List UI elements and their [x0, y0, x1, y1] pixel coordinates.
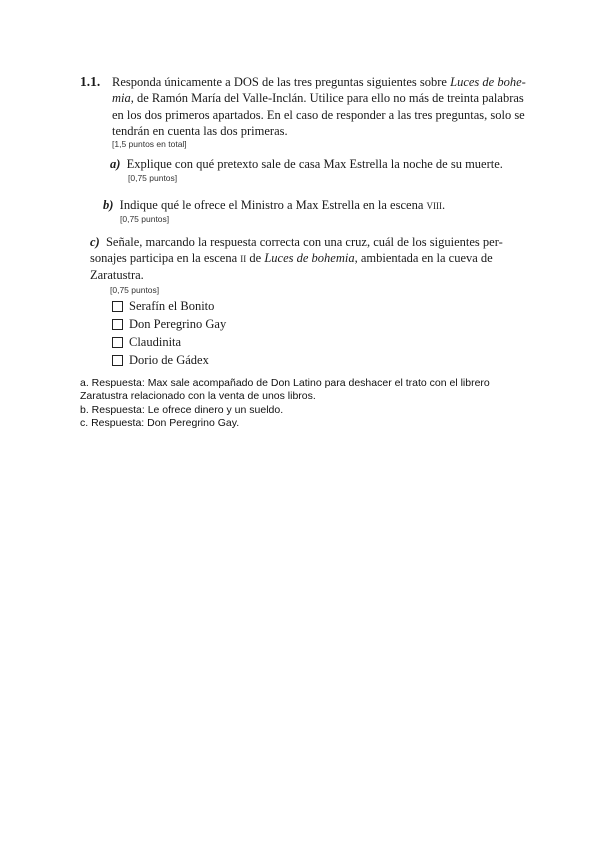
part-a: [110, 156, 530, 172]
intro-work-title: Luces de bohe-: [450, 75, 526, 89]
part-b-end: .: [442, 198, 446, 212]
part-a-label: a): [110, 157, 121, 171]
part-c-work: Luces de bohemia: [264, 251, 355, 266]
part-c-text-3: , ambientada en la cueva de Zaratustra.: [90, 251, 493, 282]
part-c-text-2: de: [246, 251, 265, 266]
checkbox[interactable]: [112, 319, 123, 330]
checkbox[interactable]: [112, 301, 123, 312]
question-number: 1.1.: [80, 74, 101, 89]
part-c-scene: ii: [240, 251, 247, 266]
intro-text-cont: , de Ramón María del Valle-Inclán. Utilice para ello no más de treinta palabras en los dos primeros apartados. En el caso de responder a las tres preguntas, solo se tendrán en cuenta las dos primeras.: [112, 91, 525, 138]
answers-block: [80, 377, 530, 430]
answer-a-line1: a. Respuesta: Max sale acompañado de Don Latino para deshacer el trato con el librero: [80, 377, 490, 389]
part-c: [90, 234, 530, 283]
answer-c: c. Respuesta: Don Peregrino Gay.: [80, 416, 240, 429]
question-points: [1,5 puntos en total]: [112, 139, 187, 149]
part-a-text: Explique con qué pretexto sale de casa Max Estrella la noche de su muerte.: [126, 157, 503, 171]
option-label: Claudinita: [129, 335, 182, 349]
part-b-points: [0,75 puntos]: [120, 214, 170, 224]
part-b-text: Indique qué le ofrece el Ministro a Max Estrella en la escena: [119, 198, 427, 212]
part-b: [103, 197, 533, 213]
part-c-label: c): [90, 235, 100, 249]
option-label: Don Peregrino Gay: [129, 317, 227, 331]
option-label: Serafín el Bonito: [129, 299, 215, 313]
question-intro: [112, 74, 532, 139]
option-4[interactable]: [112, 353, 209, 368]
option-2[interactable]: [112, 317, 226, 332]
part-a-points: [0,75 puntos]: [128, 173, 178, 183]
answer-a-line2: Zaratustra relacionado con la venta de unos libros.: [80, 390, 316, 403]
intro-text: Responda únicamente a DOS de las tres preguntas siguientes sobre: [112, 75, 451, 89]
part-b-scene: viii: [426, 198, 442, 212]
answer-b: b. Respuesta: Le ofrece dinero y un sueldo.: [80, 403, 284, 416]
part-c-text: Señale, marcando la respuesta correcta con una cruz, cuál de los siguientes per-sonajes participa en la escena: [90, 235, 503, 266]
option-1[interactable]: [112, 299, 214, 314]
checkbox[interactable]: [112, 355, 123, 366]
option-label: Dorio de Gádex: [129, 353, 209, 367]
part-c-points: [0,75 puntos]: [110, 285, 160, 295]
part-b-label: b): [103, 198, 114, 212]
checkbox[interactable]: [112, 337, 123, 348]
option-3[interactable]: [112, 335, 181, 350]
intro-work-title-cont: mia: [112, 91, 131, 106]
